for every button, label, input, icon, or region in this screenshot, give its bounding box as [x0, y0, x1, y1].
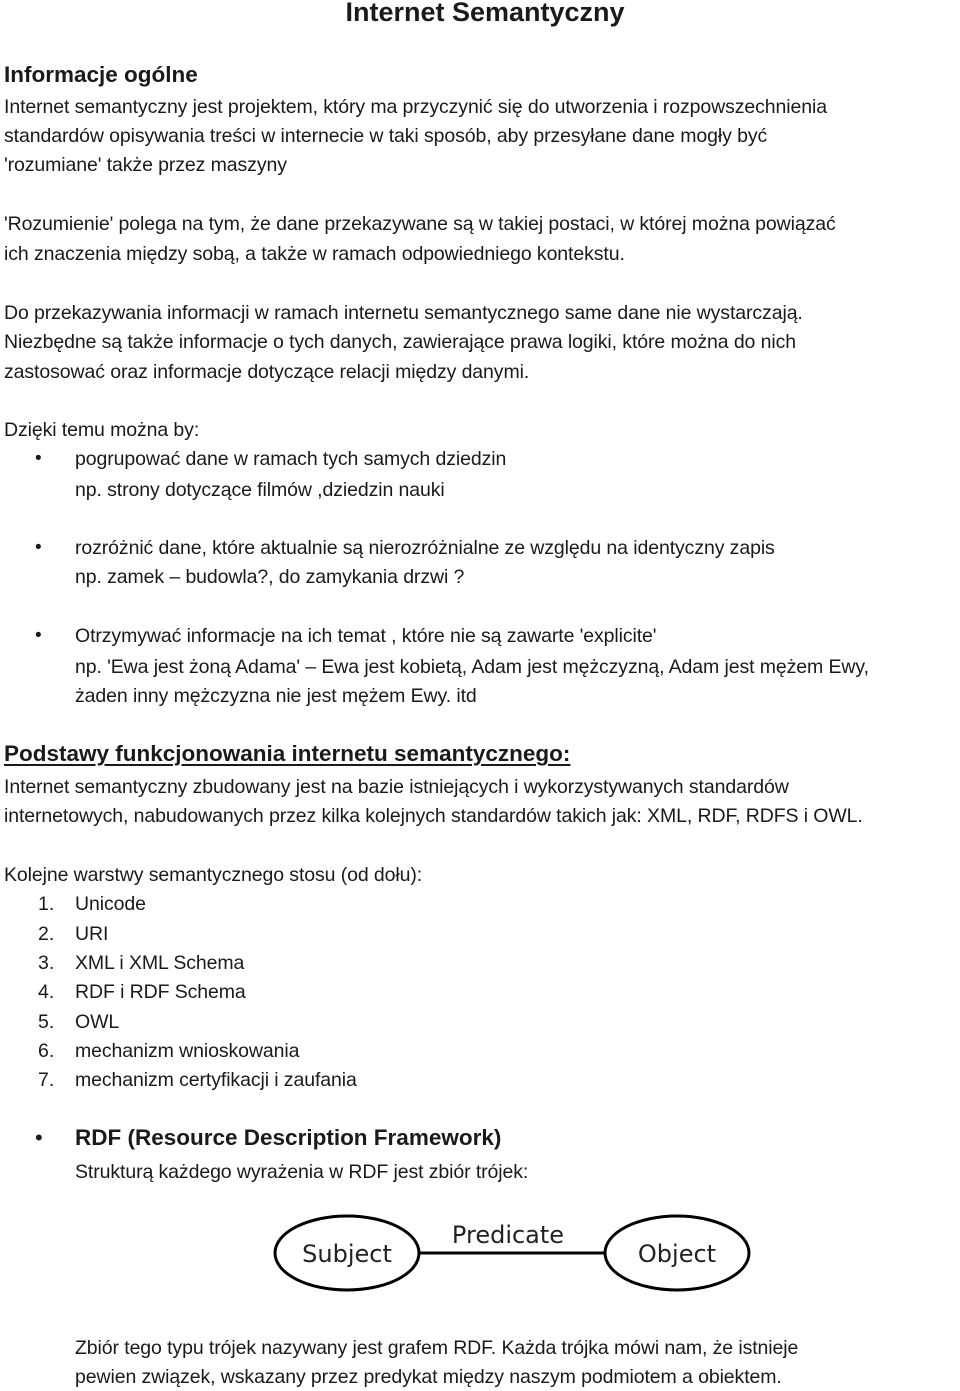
paragraph-line: Do przekazywania informacji w ramach internetu semantycznego same dane nie wystarczają. — [4, 302, 803, 324]
bullet-marker: • — [35, 537, 42, 558]
paragraph-line: standardów opisywania treści w internecie w taki sposób, aby przesyłane dane mogły być — [4, 125, 768, 147]
page-title: Internet Semantyczny — [345, 0, 625, 27]
list-number: 7. — [38, 1069, 55, 1091]
list-item: OWL — [75, 1011, 120, 1033]
rdf-heading: RDF (Resource Description Framework) — [75, 1125, 502, 1150]
paragraph-line: Internet semantyczny jest projektem, który ma przyczynić się do utworzenia i rozpowszechnienia — [4, 96, 827, 118]
paragraph-line: Kolejne warstwy semantycznego stosu (od dołu): — [4, 864, 423, 886]
paragraph-line: internetowych, nabudowanych przez kilka kolejnych standardów takich jak: XML, RDF, RDFS i OWL. — [4, 805, 863, 827]
paragraph-line: zastosować oraz informacje dotyczące relacji między danymi. — [4, 361, 530, 383]
paragraph-line: Niezbędne są także informacje o tych danych, zawierające prawa logiki, które można do nich — [4, 331, 796, 353]
bullet-marker: • — [35, 448, 42, 469]
list-number: 6. — [38, 1040, 55, 1062]
paragraph-line: Dzięki temu można by: — [4, 419, 200, 441]
rdf-outro-line: Zbiór tego typu trójek nazywany jest grafem RDF. Każda trójka mówi nam, że istnieje — [75, 1337, 799, 1359]
list-item: mechanizm wnioskowania — [75, 1040, 300, 1062]
object-label: Object — [637, 1240, 717, 1268]
section-heading-general: Informacje ogólne — [4, 62, 198, 87]
bullet-text: rozróżnić dane, które aktualnie są nierozróżnialne ze względu na identyczny zapis — [75, 537, 775, 559]
list-item: URI — [75, 923, 109, 945]
list-number: 2. — [38, 923, 55, 945]
section-heading-foundations: Podstawy funkcjonowania internetu semantycznego: — [4, 741, 571, 766]
list-item: mechanizm certyfikacji i zaufania — [75, 1069, 357, 1091]
paragraph-line: 'rozumiane' także przez maszyny — [4, 154, 287, 176]
list-number: 3. — [38, 952, 55, 974]
list-item: Unicode — [75, 893, 146, 915]
list-item: RDF i RDF Schema — [75, 981, 246, 1003]
paragraph-line: Internet semantyczny zbudowany jest na bazie istniejących i wykorzystywanych standardów — [4, 776, 789, 798]
bullet-example: żaden inny mężczyzna nie jest mężem Ewy. itd — [75, 685, 477, 707]
bullet-example: np. zamek – budowla?, do zamykania drzwi ? — [75, 566, 465, 588]
predicate-label: Predicate — [451, 1221, 565, 1249]
bullet-example: np. 'Ewa jest żoną Adama' – Ewa jest kobietą, Adam jest mężczyzną, Adam jest mężem Ewy, — [75, 656, 869, 678]
rdf-intro: Strukturą każdego wyrażenia w RDF jest zbiór trójek: — [75, 1161, 529, 1183]
bullet-marker: • — [35, 625, 42, 646]
rdf-outro-line: pewien związek, wskazany przez predykat między naszym podmiotem a obiektem. — [75, 1366, 782, 1388]
bullet-text: Otrzymywać informacje na ich temat , które nie są zawarte 'explicite' — [75, 625, 657, 647]
subject-label: Subject — [302, 1240, 392, 1268]
bullet-text: pogrupować dane w ramach tych samych dziedzin — [75, 448, 507, 470]
bullet-example: np. strony dotyczące filmów ,dziedzin nauki — [75, 479, 445, 501]
list-item: XML i XML Schema — [75, 952, 245, 974]
bullet-marker: • — [35, 1125, 43, 1150]
list-number: 5. — [38, 1011, 55, 1033]
paragraph-line: 'Rozumienie' polega na tym, że dane przekazywane są w takiej postaci, w której można powiązać — [4, 213, 836, 235]
rdf-triple-diagram — [270, 1200, 770, 1310]
list-number: 1. — [38, 893, 55, 915]
list-number: 4. — [38, 981, 55, 1003]
paragraph-line: ich znaczenia między sobą, a także w ramach odpowiedniego kontekstu. — [4, 243, 625, 265]
